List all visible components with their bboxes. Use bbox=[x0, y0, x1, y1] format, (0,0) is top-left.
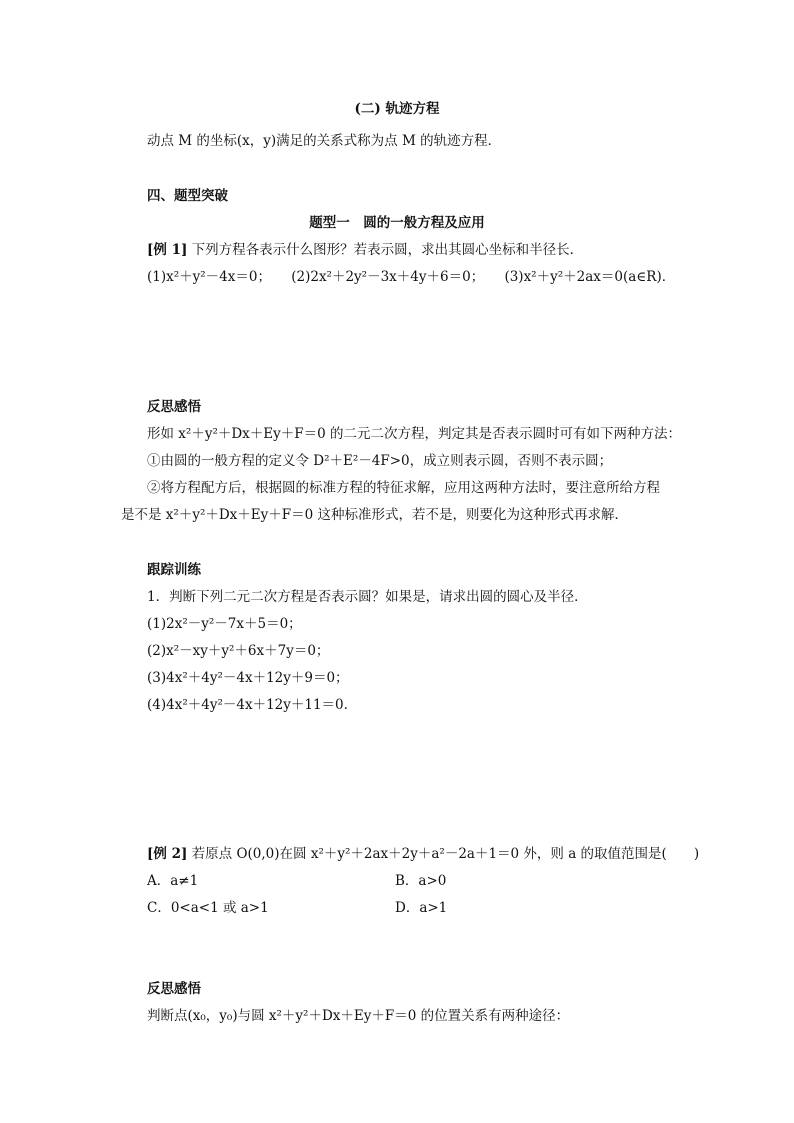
reflection1-line3: ②将方程配方后，根据圆的标准方程的特征求解，应用这两种方法时，要注意所给方程 bbox=[147, 480, 660, 496]
definition-text: 动点 M 的坐标(x，y)满足的关系式称为点 M 的轨迹方程． bbox=[147, 133, 502, 149]
reflection2-line1: 判断点(x₀，y₀)与圆 x²＋y²＋Dx＋Ey＋F＝0 的位置关系有两种途径： bbox=[147, 1008, 570, 1024]
practice-item-4: (4)4x²＋4y²－4x＋12y＋11＝0. bbox=[147, 697, 348, 713]
option-c: C．0<a<1 或 a>1 bbox=[147, 900, 269, 916]
reflection1-line4: 是不是 x²＋y²＋Dx＋Ey＋F＝0 这种标准形式，若不是，则要化为这种形式再求解． bbox=[121, 507, 629, 523]
type-one-title: 题型一 圆的一般方程及应用 bbox=[309, 215, 485, 231]
practice-heading: 跟踪训练 bbox=[147, 562, 201, 578]
option-d: D．a>1 bbox=[395, 900, 448, 916]
section-title: (二) 轨迹方程 bbox=[354, 101, 440, 117]
example2-prompt bbox=[147, 845, 699, 863]
example1-prompt bbox=[147, 241, 583, 259]
practice-item-3: (3)4x²＋4y²－4x＋12y＋9＝0； bbox=[147, 670, 349, 686]
heading-question-types: 四、题型突破 bbox=[147, 188, 228, 204]
option-a: A．a≠1 bbox=[147, 873, 199, 889]
reflection1-line1: 形如 x²＋y²＋Dx＋Ey＋F＝0 的二元二次方程，判定其是否表示圆时可有如下两种方法： bbox=[147, 426, 682, 442]
example2-text: 若原点 O(0,0)在圆 x²＋y²＋2ax＋2y＋a²－2a＋1＝0 外，则 a 的取值范围是( ) bbox=[191, 846, 700, 862]
reflection2-heading: 反思感悟 bbox=[147, 981, 201, 997]
practice-item-1: (1)2x²－y²－7x＋5＝0； bbox=[147, 616, 302, 632]
reflection1-line2: ①由圆的一般方程的定义令 D²＋E²－4F>0，成立则表示圆，否则不表示圆； bbox=[147, 453, 613, 469]
practice-item-2: (2)x²－xy＋y²＋6x＋7y＝0； bbox=[147, 643, 330, 659]
example1-text: 下列方程各表示什么图形？若表示圆，求出其圆心坐标和半径长． bbox=[191, 242, 584, 258]
example1-equations: (1)x²＋y²－4x＝0； (2)2x²＋2y²－3x＋4y＋6＝0； (3)x²＋y²＋2ax＝0(a∈R)． bbox=[147, 269, 676, 285]
example1-label: [例 1] bbox=[147, 242, 188, 258]
practice-question: 1．判断下列二元二次方程是否表示圆？如果是，请求出圆的圆心及半径． bbox=[147, 589, 588, 605]
option-b: B．a>0 bbox=[395, 873, 447, 889]
reflection1-heading: 反思感悟 bbox=[147, 399, 201, 415]
example2-label: [例 2] bbox=[147, 846, 188, 862]
